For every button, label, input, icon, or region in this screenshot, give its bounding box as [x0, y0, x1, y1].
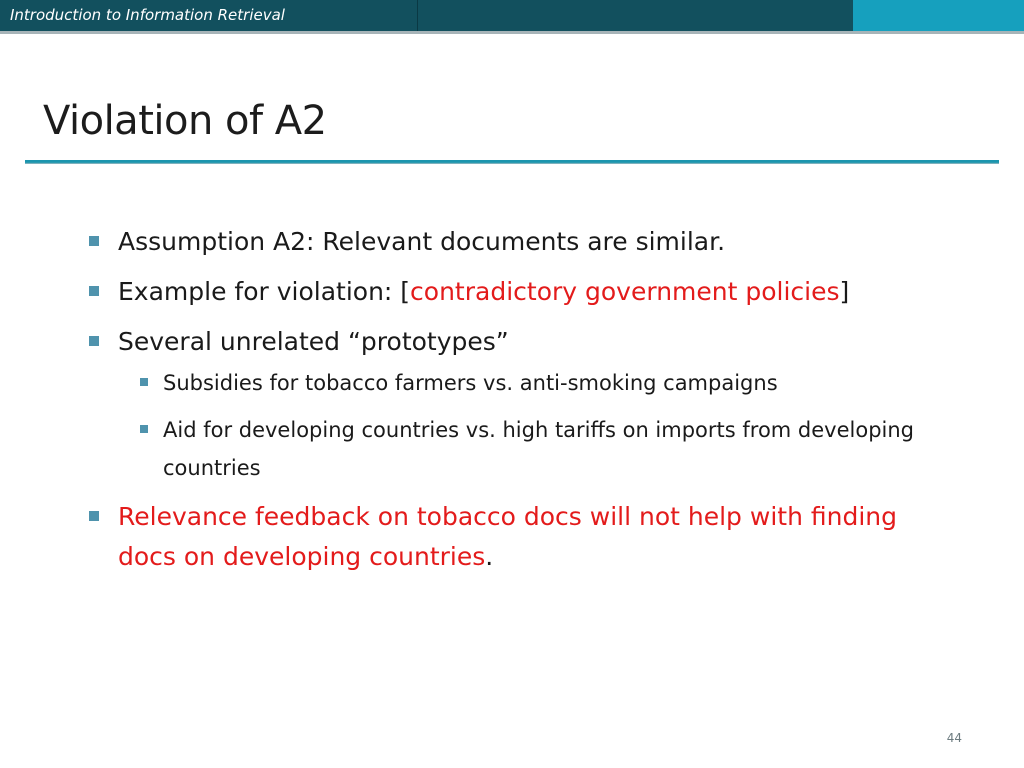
square-bullet-icon: [89, 336, 99, 346]
sub-bullet-tobacco: [86, 364, 966, 402]
course-title: Introduction to Information Retrieval: [10, 6, 285, 24]
header-separator: [417, 0, 418, 31]
square-bullet-icon: [89, 286, 99, 296]
page-number: 44: [946, 731, 962, 745]
bullet-text: Assumption A2: Relevant documents are similar.: [118, 227, 726, 256]
bullet-text-suffix: ]: [839, 277, 850, 306]
square-sub-bullet-icon: [140, 378, 148, 386]
bullet-text-suffix: .: [485, 542, 494, 571]
slide-title: Violation of A2: [43, 98, 327, 144]
bullet-example: [86, 272, 966, 312]
bullet-text-highlight: Relevance feedback on tobacco docs will not help with finding docs on developing countries: [118, 502, 897, 571]
square-sub-bullet-icon: [140, 425, 148, 433]
bullet-text-prefix: Example for violation: [: [118, 277, 411, 306]
bullet-text: Several unrelated “prototypes”: [118, 327, 509, 356]
bullet-assumption: [86, 222, 966, 262]
sub-bullet-text: Aid for developing countries vs. high tariffs on imports from developing countries: [163, 418, 915, 480]
square-bullet-icon: [89, 511, 99, 521]
header-bar: [0, 0, 1024, 31]
bullet-prototypes: [86, 322, 966, 362]
header-underline: [0, 31, 1024, 34]
square-bullet-icon: [89, 236, 99, 246]
slide-content: [86, 222, 966, 587]
title-rule: [25, 160, 999, 164]
bullet-relevance-feedback: [86, 497, 966, 577]
header-accent-block: [853, 0, 1024, 31]
bullet-text-highlight: contradictory government policies: [410, 277, 840, 306]
sub-bullet-text: Subsidies for tobacco farmers vs. anti-smoking campaigns: [163, 371, 778, 395]
sub-bullet-aid: [86, 411, 966, 487]
